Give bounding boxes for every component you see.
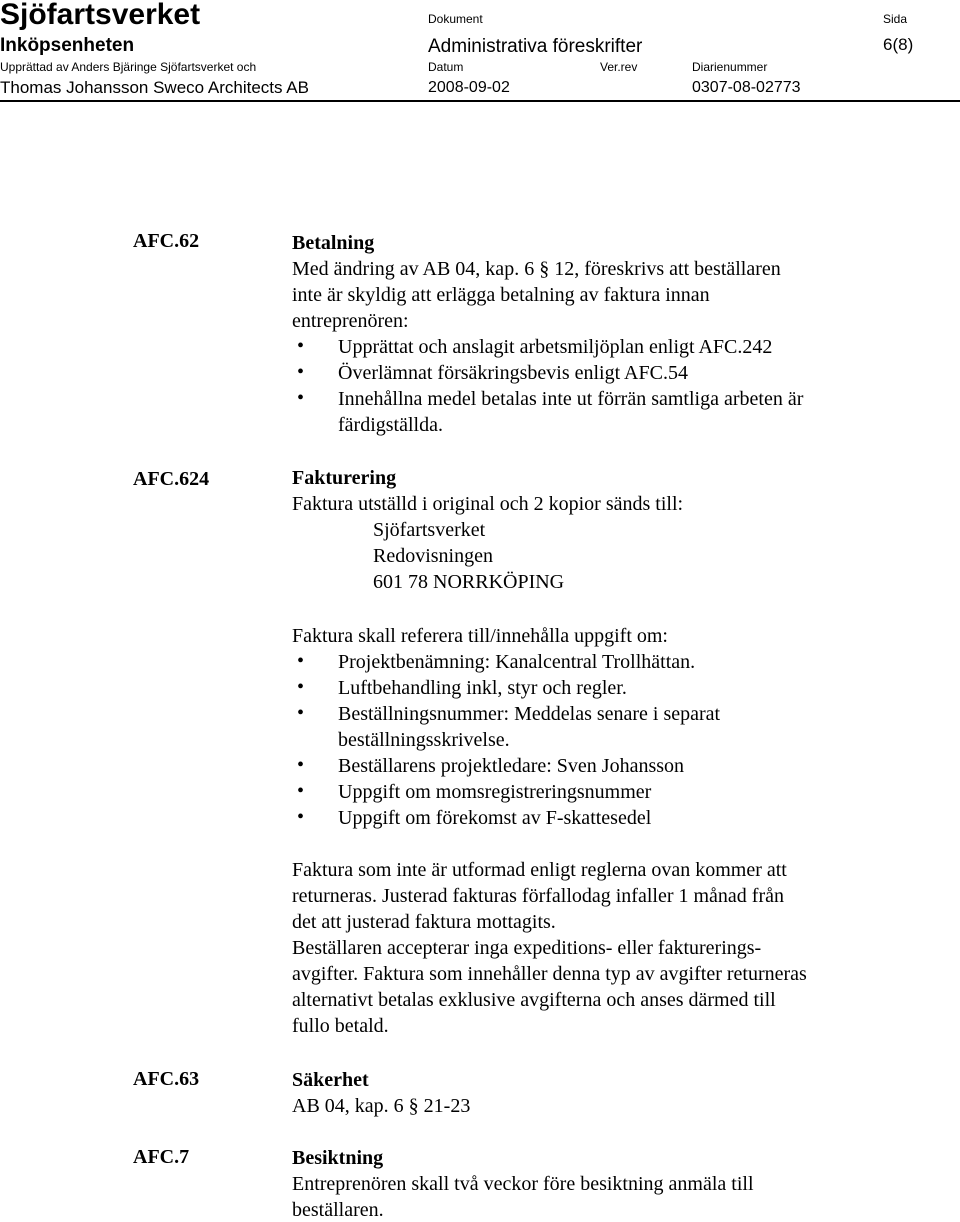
- document-label: Dokument: [428, 12, 483, 26]
- bullet-icon: •: [297, 702, 305, 724]
- bullet-icon: •: [297, 387, 305, 409]
- afc62-bullet-item: Upprättat och anslagit arbetsmiljöplan enligt AFC.242: [338, 336, 773, 358]
- afc62-bullet-item: Överlämnat försäkringsbevis enligt AFC.54: [338, 362, 688, 384]
- afc7-line: beställaren.: [292, 1199, 384, 1221]
- afc624-refer-intro: Faktura skall referera till/innehålla uppgift om:: [292, 625, 668, 647]
- section-code-afc62: AFC.62: [133, 230, 200, 252]
- afc624-bullet-item-cont: beställningsskrivelse.: [338, 729, 510, 751]
- section-code-afc7: AFC.7: [133, 1146, 190, 1168]
- address-line: Sjöfartsverket: [373, 519, 486, 541]
- organization-name: Sjöfartsverket: [0, 0, 201, 31]
- address-line: 601 78 NORRKÖPING: [373, 571, 565, 593]
- version-label: Ver.rev: [600, 60, 638, 74]
- afc62-line: entreprenören:: [292, 310, 409, 332]
- afc62-bullet-item-cont: färdigställda.: [338, 414, 443, 436]
- bullet-icon: •: [297, 754, 305, 776]
- afc624-paragraph-line: avgifter. Faktura som innehåller denna typ av avgifter returneras: [292, 963, 807, 985]
- section-code-afc63: AFC.63: [133, 1068, 200, 1090]
- afc624-bullet-item: Beställarens projektledare: Sven Johansson: [338, 755, 685, 777]
- department-name: Inköpsenheten: [0, 35, 135, 56]
- afc624-paragraph-line: fullo betald.: [292, 1015, 389, 1037]
- afc62-line: Med ändring av AB 04, kap. 6 § 12, föreskrivs att beställaren: [292, 258, 781, 280]
- bullet-icon: •: [297, 780, 305, 802]
- afc624-paragraph-line: det att justerad faktura mottagits.: [292, 911, 556, 933]
- bullet-icon: •: [297, 650, 305, 672]
- afc624-bullet-item: Luftbehandling inkl, styr och regler.: [338, 677, 627, 699]
- section-title-afc624: Fakturering: [292, 467, 397, 489]
- afc624-paragraph-line: returneras. Justerad fakturas förfallodag infaller 1 månad från: [292, 885, 785, 907]
- bullet-icon: •: [297, 676, 305, 698]
- section-code-afc624: AFC.624: [133, 468, 210, 490]
- afc624-paragraph-line: Beställaren accepterar inga expeditions- eller fakturerings-: [292, 937, 762, 959]
- afc63-line: AB 04, kap. 6 § 21-23: [292, 1095, 471, 1117]
- afc62-bullet-item: Innehållna medel betalas inte ut förrän samtliga arbeten är: [338, 388, 804, 410]
- section-title-afc63: Säkerhet: [292, 1069, 369, 1091]
- document-title: Administrativa föreskrifter: [428, 36, 643, 57]
- header-divider: [0, 100, 960, 102]
- afc624-paragraph-line: Faktura som inte är utformad enligt reglerna ovan kommer att: [292, 859, 787, 881]
- afc624-bullet-item: Uppgift om förekomst av F-skattesedel: [338, 807, 652, 829]
- diary-number-value: 0307-08-02773: [692, 79, 801, 96]
- section-title-afc62: Betalning: [292, 232, 375, 254]
- date-label: Datum: [428, 60, 464, 74]
- diary-number-label: Diarienummer: [692, 60, 768, 74]
- afc624-bullet-item: Beställningsnummer: Meddelas senare i separat: [338, 703, 721, 725]
- afc624-bullet-item: Projektbenämning: Kanalcentral Trollhättan.: [338, 651, 696, 673]
- afc7-line: Entreprenören skall två veckor före besiktning anmäla till: [292, 1173, 754, 1195]
- bullet-icon: •: [297, 806, 305, 828]
- section-title-afc7: Besiktning: [292, 1147, 384, 1169]
- afc62-line: inte är skyldig att erlägga betalning av faktura innan: [292, 284, 710, 306]
- date-value: 2008-09-02: [428, 79, 510, 96]
- afc624-paragraph-line: alternativt betalas exklusive avgifterna och anses därmed till: [292, 989, 776, 1011]
- prepared-by-line-2: Thomas Johansson Sweco Architects AB: [0, 78, 309, 97]
- bullet-icon: •: [297, 335, 305, 357]
- prepared-by-line-1: Upprättad av Anders Bjäringe Sjöfartsverket och: [0, 60, 257, 74]
- address-line: Redovisningen: [373, 545, 493, 567]
- afc624-intro: Faktura utställd i original och 2 kopior sänds till:: [292, 493, 684, 515]
- afc624-bullet-item: Uppgift om momsregistreringsnummer: [338, 781, 652, 803]
- page-label: Sida: [883, 12, 908, 26]
- bullet-icon: •: [297, 361, 305, 383]
- page-number: 6(8): [883, 35, 914, 54]
